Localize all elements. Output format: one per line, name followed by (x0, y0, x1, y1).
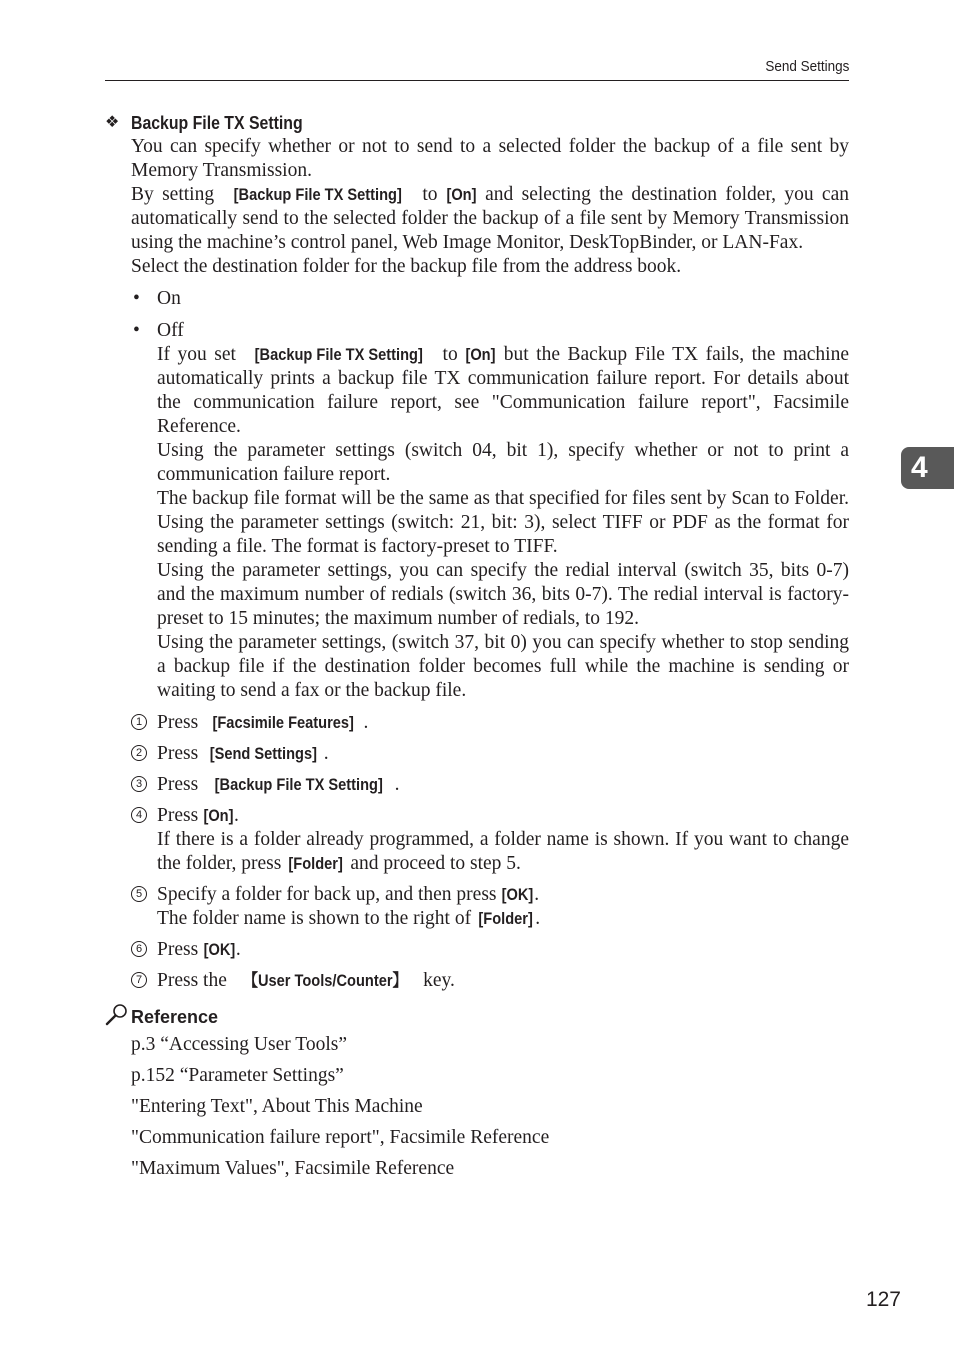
text: . (535, 908, 541, 929)
off-desc-2: Using the parameter settings (switch 04, bit 1), specify whether or not to print a communication failure report. (157, 440, 849, 485)
procedure-steps (131, 711, 849, 993)
text: to (413, 184, 446, 205)
reference-item: "Entering Text", About This Machine (131, 1096, 423, 1117)
text: Press (157, 939, 204, 960)
option-off-label: Off (157, 320, 184, 341)
text: If you set (157, 344, 244, 365)
reference-list (131, 1033, 849, 1181)
step-1 (131, 711, 849, 735)
step-2 (131, 742, 849, 766)
step-number: 7 (131, 972, 147, 988)
step-5 (131, 883, 849, 931)
key-on: [On] (446, 185, 477, 204)
section-body (131, 135, 849, 993)
text: . (233, 805, 239, 826)
page-number: 127 (865, 1288, 901, 1311)
bullet-dot-icon: • (133, 288, 140, 309)
text: Press the (157, 970, 232, 991)
step-6 (131, 938, 849, 962)
text: Press (157, 774, 204, 795)
section-heading (105, 111, 849, 135)
key-backup-file-tx-setting: [Backup File TX Setting] (214, 775, 383, 794)
step-number: 3 (131, 776, 147, 792)
paragraph-select-destination: Select the destination folder for the backup file from the address book. (131, 256, 682, 277)
key-backup-file-tx-setting: [Backup File TX Setting] (234, 185, 403, 204)
bullet-dot-icon: • (133, 320, 140, 341)
key-send-settings: [Send Settings] (209, 744, 317, 763)
option-off-description (157, 343, 849, 703)
key-folder: [Folder] (478, 909, 533, 928)
key-facsimile-features: [Facsimile Features] (212, 713, 354, 732)
reference-item: p.3 “Accessing User Tools” (131, 1034, 347, 1055)
reference-heading (105, 1005, 849, 1029)
paragraph-setting (131, 183, 849, 255)
key-on: [On] (203, 806, 234, 825)
page-header (105, 56, 849, 81)
text: to (435, 344, 466, 365)
step-note: If there is a folder already programmed, a folder name is shown. If you want to change the folder, press (157, 829, 849, 874)
reference-item: "Maximum Values", Facsimile Reference (131, 1158, 455, 1179)
option-list (131, 287, 849, 703)
text: Specify a folder for back up, and then press (157, 884, 502, 905)
text: . (363, 712, 369, 733)
off-desc-1 (157, 343, 849, 439)
off-desc-4: Using the parameter settings, you can specify the redial interval (switch 35, bits 0-7) and the maximum number of redials (switch 36, bits 0-7). The redial interval is factory-preset to 15 minutes; the maximum number of redials, to 192. (157, 560, 849, 629)
step-7 (131, 969, 849, 993)
text: Press (157, 805, 204, 826)
text: and proceed to step 5. (345, 853, 521, 874)
chapter-tab: 4 (901, 447, 954, 489)
diamond-bullet-icon: ❖ (105, 114, 120, 131)
step-number: 2 (131, 745, 147, 761)
main-content (105, 111, 849, 1188)
step-number: 1 (131, 714, 147, 730)
step-number: 5 (131, 886, 147, 902)
text: By setting (131, 184, 223, 205)
text: . (323, 743, 329, 764)
option-off (131, 319, 849, 703)
text: Press (157, 743, 204, 764)
step-number: 4 (131, 807, 147, 823)
option-on-label: On (157, 288, 181, 309)
step-4 (131, 804, 849, 876)
text: but the Backup File TX fails, the machine automatically prints a backup file TX communication failure report. For details about the communication failure report, see "Communication failure report", Facsimile Reference. (157, 344, 850, 437)
section-heading-label: Backup File TX Setting (131, 113, 303, 133)
key-ok: [OK] (203, 940, 236, 959)
magnifier-icon (105, 1003, 129, 1027)
text: and selecting the destination folder, you can automatically send to the selected folder the backup of a file sent by Memory Transmission using the machine’s control panel, Web Image Monitor, DeskTopBinder, or LAN-Fax. (131, 184, 849, 253)
text: . (394, 774, 400, 795)
text: . (534, 884, 540, 905)
header-title: Send Settings (764, 58, 849, 75)
key-on: [On] (465, 345, 496, 364)
key-backup-file-tx-setting: [Backup File TX Setting] (255, 345, 424, 364)
text: Press (157, 712, 204, 733)
step-number: 6 (131, 941, 147, 957)
text: key. (418, 970, 455, 991)
key-ok: [OK] (501, 885, 534, 904)
paragraph-intro: You can specify whether or not to send to a selected folder the backup of a file sent by Memory Transmission. (131, 136, 849, 181)
off-desc-3: The backup file format will be the same as that specified for files sent by Scan to Folder. Using the parameter settings (switch: 21, bit: 3), select TIFF or PDF as the format for sending a file. The format is factory-preset to TIFF. (157, 488, 849, 557)
option-on (131, 287, 849, 311)
off-desc-5: Using the parameter settings, (switch 37, bit 0) you can specify whether to stop sending a backup file if the destination folder becomes full while the machine is sending or waiting to send a fax or the backup file. (157, 632, 849, 701)
text: . (235, 939, 241, 960)
reference-item: "Communication failure report", Facsimile Reference (131, 1127, 550, 1148)
key-user-tools-counter: 【User Tools/Counter】 (243, 971, 407, 990)
step-note: The folder name is shown to the right of (157, 908, 476, 929)
step-3 (131, 773, 849, 797)
reference-item: p.152 “Parameter Settings” (131, 1065, 344, 1086)
key-folder: [Folder] (288, 854, 344, 873)
reference-heading-label: Reference (131, 1007, 219, 1027)
